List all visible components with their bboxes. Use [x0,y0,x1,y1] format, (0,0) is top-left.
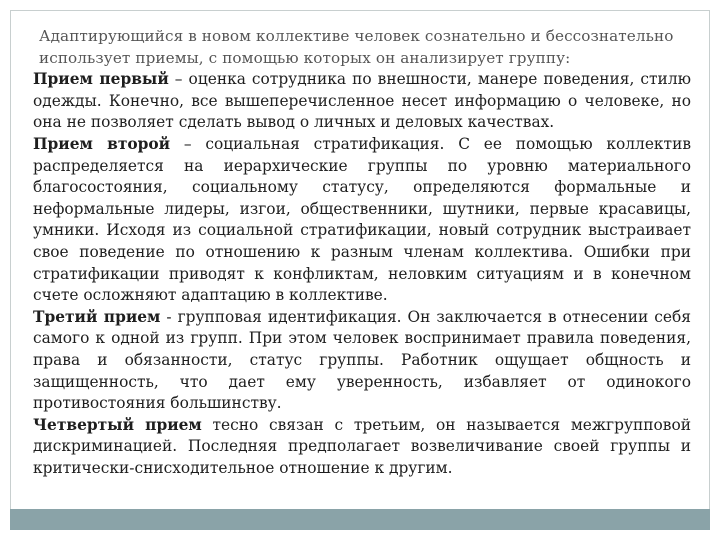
intro-text [33,26,691,69]
paragraph-body: - групповая идентификация. Он заключается в отнесении себя самого к одной из групп. При этом человек воспринимает правила поведения, права и обязанности, статус группы. Работник ощущает общность и защищенность, что дает ему уверенность, избавляет от одинокого противостояния большинству. [33,307,691,413]
paragraph-body: – социальная стратификация. С ее помощью коллектив распределяется на иерархические группы по уровню материального благосостояния, социальному статусу, определяются формальные и неформальные лидеры, изгои, общественники, шутники, первые красавицы, умники. Исходя из социальной стратификации, новый сотрудник выстраивает свое поведение по отношению к разным членам коллектива. Ошибки при стратификации приводят к конфликтам, неловким ситуациям и в конечном счете осложняют адаптацию в коллективе. [33,134,691,305]
paragraph-body: – оценка сотрудника по внешности, манере поведения, стилю одежды. Конечно, все вышеперечисленное несет информацию о человеке, но она не позволяет сделать вывод о личных и деловых качествах. [33,70,691,132]
paragraph-lead: Прием первый [33,70,169,89]
paragraph-lead: Прием второй [33,134,171,153]
paragraph-lead: Четвертый прием [33,415,202,434]
intro-line-1: Адаптирующийся в новом коллективе человек сознательно и бессознательно [39,27,674,45]
paragraph-technique-3 [33,307,691,415]
slide-text [33,26,691,479]
paragraph-technique-2 [33,134,691,307]
intro-line-2: использует приемы, с помощью которых он анализирует группу: [39,48,571,67]
slide-footer-bar [10,509,710,530]
paragraph-body: тесно связан с третьим, он называется межгрупповой дискриминацией. Последняя предполагает возвеличивание своей группы и критически-снисходительное отношение к другим. [33,415,691,477]
paragraph-technique-1 [33,69,691,134]
paragraph-lead: Третий прием [33,307,161,326]
paragraph-technique-4 [33,415,691,480]
